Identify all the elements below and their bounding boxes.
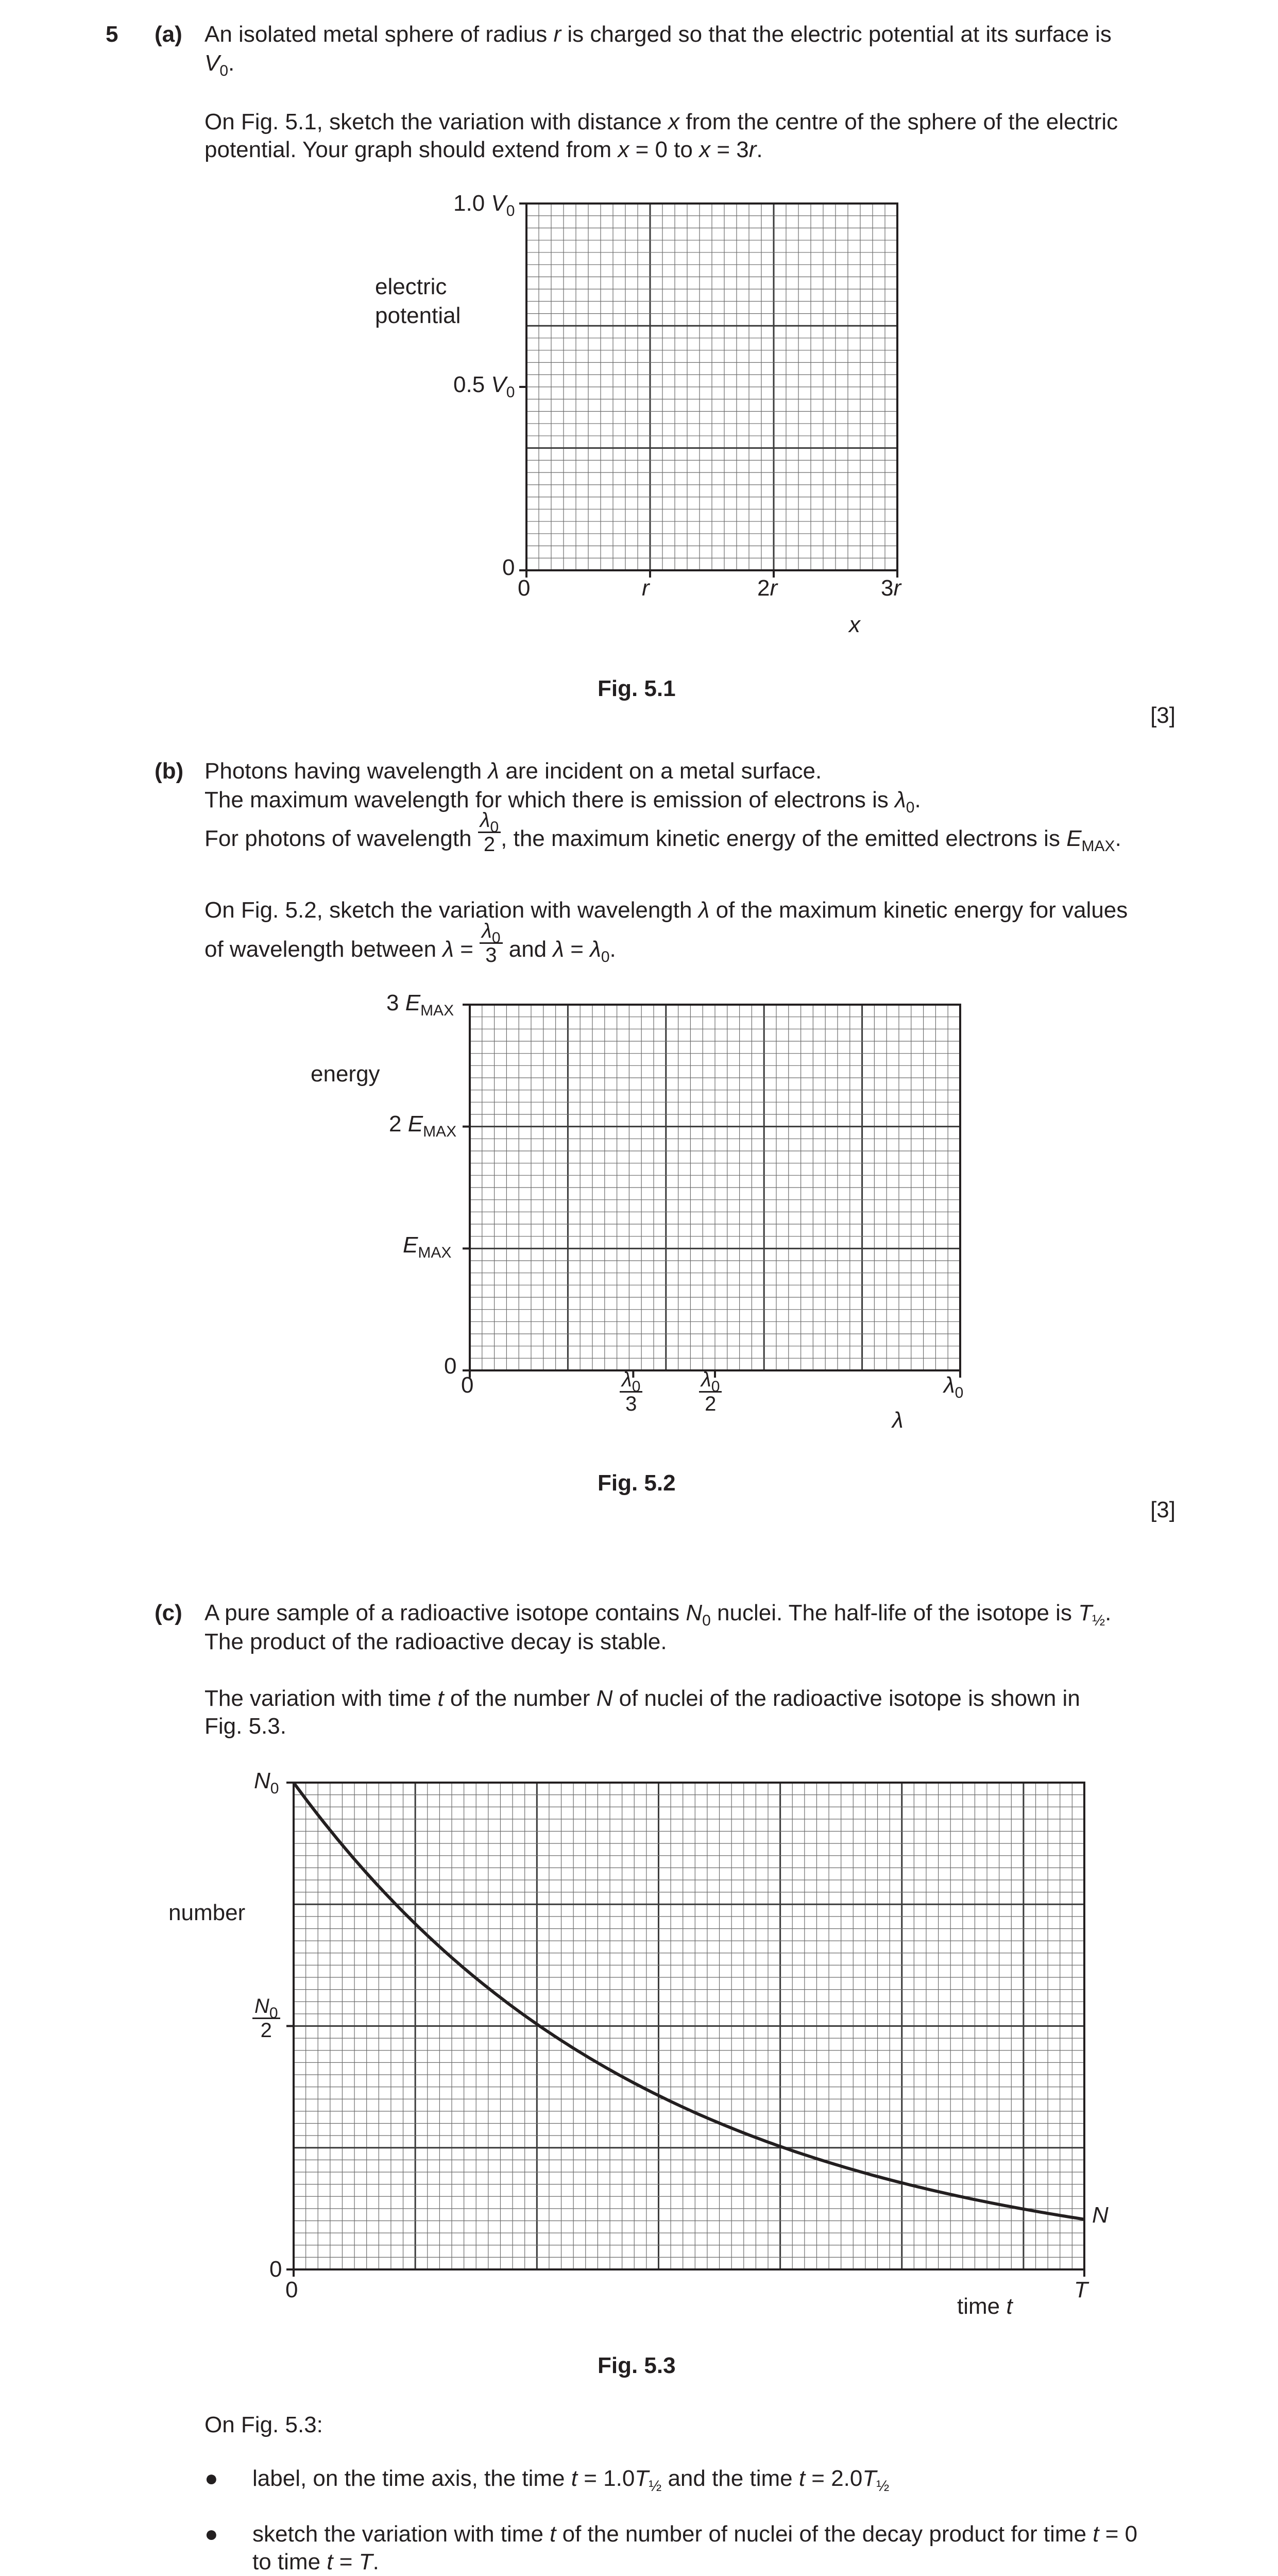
- question-number: 5: [106, 22, 118, 47]
- fig2-y-tick-3emax: 3 $E_{MAX}$: [386, 990, 454, 1019]
- fig2-x-tick-0: 0: [461, 1372, 474, 1398]
- part-b-instruction-line1: On Fig. 5.2, sketch the variation with wavelength λ of the maximum kinetic energy for values: [205, 897, 1128, 923]
- fig1-y-tick-mid: 0.5 $V_0$: [453, 372, 515, 401]
- part-a-line1: An isolated metal sphere of radius r is charged so that the electric potential at its surface is: [205, 22, 1112, 47]
- fig1-y-axis-label-1: electric: [375, 274, 447, 299]
- fig2-x-tick-lambda0: $\lambda_0$: [944, 1372, 964, 1401]
- part-b-label: (b): [155, 758, 184, 784]
- fig3-curve-label: N: [1092, 2202, 1109, 2228]
- fig2-x-tick-third: $\frac{\lambda_0}{3}$: [620, 1368, 642, 1415]
- fig1-y-axis-label-2: potential: [375, 303, 461, 328]
- part-b-instruction-line2: of wavelength between λ = $\frac{\lambda_0}{3}$ and $\lambda = \lambda_0$.: [205, 920, 616, 967]
- fig3-x-tick-T: T: [1074, 2277, 1088, 2302]
- part-a-marks: [3]: [1150, 703, 1175, 728]
- fig2-y-tick-emax: $E_{MAX}$: [403, 1232, 452, 1261]
- fig3-y-tick-half: $\frac{N_0}{2}$: [252, 1995, 280, 2042]
- fig1-x-tick-2r: 2r: [757, 575, 778, 601]
- fig3-y-tick-zero: 0: [269, 2257, 282, 2282]
- fig3-decay-curve: [294, 1783, 1084, 2219]
- fig2-x-tick-half: $\frac{\lambda_0}{2}$: [699, 1368, 722, 1415]
- part-a-line2: $V_0$.: [205, 50, 235, 79]
- bullet-2-line1: sketch the variation with time t of the number of nuclei of the decay product for time t = 0: [252, 2521, 1138, 2547]
- fig1-x-axis-label: x: [849, 612, 860, 637]
- fig1-caption: Fig. 5.1: [598, 676, 676, 701]
- fig2-y-tick-zero: 0: [444, 1353, 457, 1379]
- part-a-instruction-line2: potential. Your graph should extend from x = 0 to x = 3r.: [205, 137, 763, 162]
- fig1-x-tick-r: r: [642, 575, 650, 601]
- fig1-x-tick-3r: 3r: [881, 575, 901, 601]
- part-b-line3: For photons of wavelength $\frac{\lambda_0}{2}$ , the maximum kinetic energy of the emitted electrons is $E_{MAX}$.: [205, 809, 1121, 856]
- bullet-2-dot: ●: [205, 2521, 218, 2547]
- bullet-1-dot: ●: [205, 2466, 218, 2491]
- fig3-caption: Fig. 5.3: [598, 2353, 676, 2378]
- fig2-y-axis-label: energy: [311, 1061, 380, 1087]
- fig3-x-tick-0: 0: [285, 2277, 298, 2302]
- part-b-line2: The maximum wavelength for which there is emission of electrons is $\lambda_0$.: [205, 787, 921, 816]
- fig2-caption: Fig. 5.2: [598, 1470, 676, 1496]
- part-b-marks: [3]: [1150, 1497, 1175, 1522]
- part-c-label: (c): [155, 1600, 182, 1625]
- part-a-label: (a): [155, 22, 182, 47]
- fig3-y-tick-n0: $N_0$: [254, 1768, 279, 1797]
- part-a-instruction-line1: On Fig. 5.1, sketch the variation with distance x from the centre of the sphere of the electric: [205, 109, 1118, 134]
- part-c-line4: Fig. 5.3.: [205, 1714, 286, 1739]
- part-c-line3: The variation with time t of the number N of nuclei of the radioactive isotope is shown in: [205, 1686, 1080, 1711]
- part-b-line1: Photons having wavelength λ are incident on a metal surface.: [205, 758, 822, 784]
- fig1-x-tick-0: 0: [518, 575, 531, 601]
- fig1-y-tick-zero: 0: [502, 555, 515, 580]
- fig1-y-tick-top: 1.0 $V_0$: [453, 191, 515, 219]
- fig2-x-axis-label: λ: [892, 1408, 904, 1433]
- fig3-x-axis-label: time t: [957, 2294, 1013, 2319]
- part-c-line1: A pure sample of a radioactive isotope contains $N_0$ nuclei. The half-life of the isotope is $T_{\frac{1}{2}}$.: [205, 1600, 1112, 1629]
- part-c-line2: The product of the radioactive decay is stable.: [205, 1629, 667, 1654]
- bullet-2-line2: to time t = T.: [252, 2549, 379, 2574]
- fig2-y-tick-2emax: 2 $E_{MAX}$: [389, 1111, 457, 1140]
- part-c-on-fig: On Fig. 5.3:: [205, 2412, 323, 2437]
- fig3-y-axis-label: number: [168, 1900, 246, 1925]
- bullet-1-text: label, on the time axis, the time $t = 1.0T_{\frac{1}{2}}$ and the time $t = 2.0T_{\frac{1}{2}}$: [252, 2466, 890, 2495]
